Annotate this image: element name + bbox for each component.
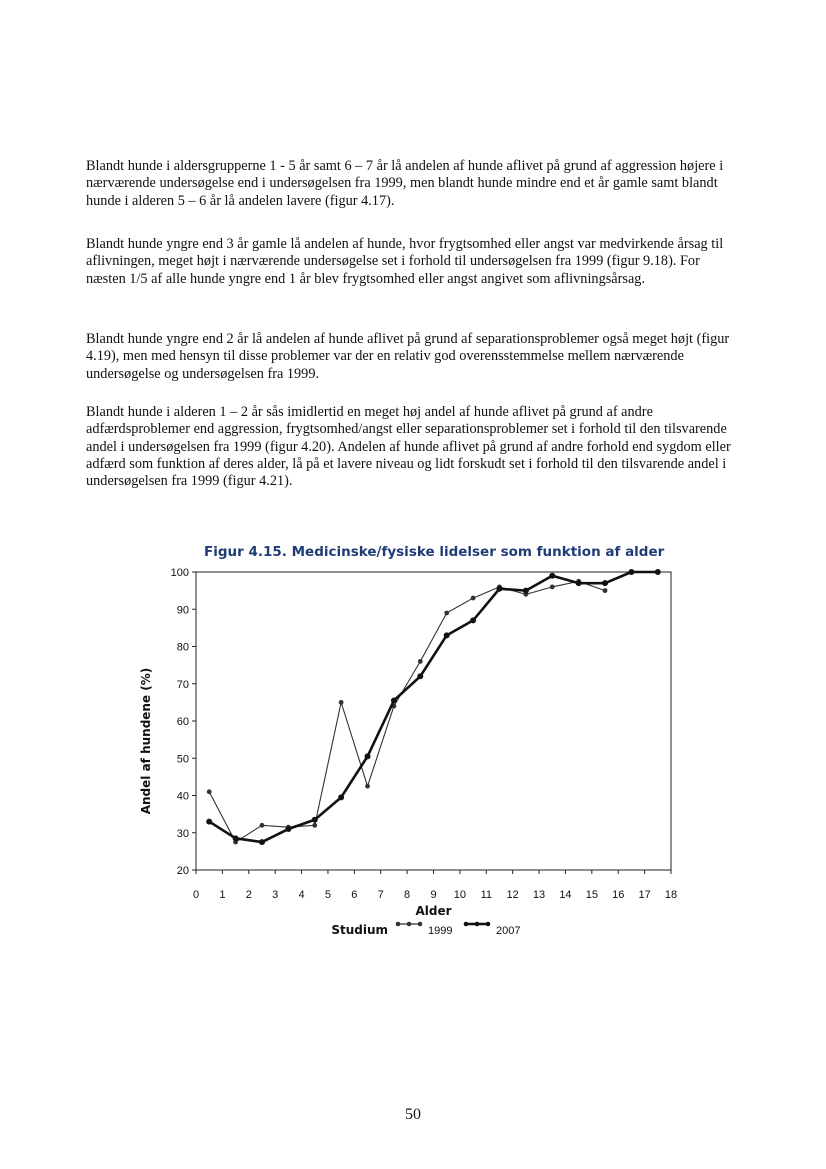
data-point-2007 bbox=[602, 580, 608, 586]
data-point-1999 bbox=[365, 784, 370, 789]
data-point-1999 bbox=[312, 823, 317, 828]
legend-entry-2007: 2007 bbox=[496, 925, 521, 937]
x-tick-label: 13 bbox=[532, 889, 546, 901]
data-point-2007 bbox=[285, 826, 291, 832]
data-point-2007 bbox=[365, 753, 371, 759]
x-tick-label: 17 bbox=[638, 889, 651, 901]
page-number: 50 bbox=[405, 1106, 421, 1123]
y-tick-label: 40 bbox=[176, 790, 189, 803]
x-tick-label: 4 bbox=[298, 889, 305, 901]
data-point-2007 bbox=[523, 588, 529, 594]
x-tick-label: 6 bbox=[351, 889, 358, 901]
data-point-1999 bbox=[550, 585, 555, 590]
paragraph-separation: Blandt hunde yngre end 2 år lå andelen af hunde aflivet på grund af separationsproblemer også meget højt (figur 4.19), men med hensyn til disse problemer var der en relativ god overensstemmelse mellem nærværende undersøgelse og undersøgelsen fra 1999. bbox=[86, 331, 730, 382]
y-tick-label: 80 bbox=[176, 641, 189, 654]
y-tick-label: 60 bbox=[176, 716, 189, 728]
y-tick-label: 90 bbox=[176, 604, 189, 617]
x-tick-label: 18 bbox=[664, 889, 678, 901]
legend-swatch-point bbox=[486, 922, 491, 927]
legend-title: Studium bbox=[331, 923, 388, 937]
y-tick-label: 100 bbox=[170, 567, 189, 579]
legend-swatch-point bbox=[418, 922, 423, 927]
data-point-2007 bbox=[417, 673, 423, 679]
x-tick-label: 0 bbox=[192, 889, 200, 901]
data-point-2007 bbox=[470, 617, 476, 623]
data-point-2007 bbox=[549, 573, 555, 579]
chart-series bbox=[206, 569, 661, 845]
x-tick-label: 2 bbox=[245, 889, 252, 901]
y-tick-label: 50 bbox=[176, 753, 189, 766]
data-point-1999 bbox=[471, 596, 476, 601]
data-point-2007 bbox=[655, 569, 661, 575]
data-point-2007 bbox=[628, 569, 634, 575]
y-tick-label: 70 bbox=[176, 678, 189, 691]
data-point-1999 bbox=[207, 789, 212, 794]
series-line-1999 bbox=[209, 581, 605, 842]
x-tick-label: 5 bbox=[324, 889, 332, 901]
data-point-1999 bbox=[418, 659, 423, 664]
data-point-2007 bbox=[312, 817, 318, 823]
data-point-2007 bbox=[259, 839, 265, 845]
x-tick-label: 12 bbox=[506, 889, 519, 901]
y-tick-label: 30 bbox=[176, 827, 189, 840]
y-axis-label: Andel af hundene (%) bbox=[139, 667, 153, 815]
data-point-2007 bbox=[233, 835, 239, 841]
x-axis-label: Alder bbox=[415, 904, 452, 918]
data-point-2007 bbox=[206, 819, 212, 825]
x-tick-label: 8 bbox=[404, 889, 411, 901]
paragraph-fear-anxiety: Blandt hunde yngre end 3 år gamle lå andelen af hunde, hvor frygtsomhed eller angst var medvirkende årsag til aflivningen, meget højt i nærværende undersøgelse set i forhold til undersøgelsen fra 1999 (figur 9.18). For næsten 1/5 af alle hunde yngre end 1 år blev frygtsomhed eller angst angivet som aflivningsårsag. bbox=[86, 236, 724, 287]
age-line-chart bbox=[130, 562, 690, 962]
data-point-1999 bbox=[444, 611, 449, 616]
data-point-1999 bbox=[339, 700, 344, 705]
chart-axes bbox=[139, 567, 677, 918]
legend-swatch-point bbox=[475, 922, 480, 927]
x-tick-label: 16 bbox=[612, 889, 625, 901]
paragraph-other-behavior: Blandt hunde i alderen 1 – 2 år sås imidlertid en meget høj andel af hunde aflivet på grund af andre adfærdsproblemer end aggression, frygtsomhed/angst eller separationsproblemer set i forhold til den tilsvarende andel i undersøgelsen fra 1999 (figur 4.20). Andelen af hunde aflivet på grund af andre forhold end sygdom eller adfærd som funktion af deres alder, lå på et lavere niveau og lidt forskudt set i forhold til den tilsvarende andel i undersøgelsen fra 1999 (figur 4.21). bbox=[86, 404, 731, 490]
x-tick-label: 15 bbox=[585, 889, 598, 901]
data-point-1999 bbox=[603, 588, 608, 593]
x-tick-label: 14 bbox=[559, 889, 572, 901]
y-tick-label: 20 bbox=[176, 865, 189, 877]
data-point-2007 bbox=[338, 794, 344, 800]
data-point-1999 bbox=[260, 823, 265, 828]
legend-swatch-point bbox=[396, 922, 401, 927]
x-tick-label: 3 bbox=[272, 889, 279, 901]
data-point-2007 bbox=[496, 586, 502, 592]
x-tick-label: 1 bbox=[219, 889, 226, 901]
chart-legend bbox=[331, 922, 520, 937]
legend-swatch-point bbox=[464, 922, 469, 927]
x-tick-label: 11 bbox=[480, 889, 492, 901]
figure-title: Figur 4.15. Medicinske/fysiske lidelser som funktion af alder bbox=[204, 544, 665, 560]
series-line-2007 bbox=[209, 572, 658, 842]
data-point-2007 bbox=[444, 632, 450, 638]
data-point-2007 bbox=[576, 580, 582, 586]
x-tick-label: 10 bbox=[453, 889, 467, 901]
x-tick-label: 9 bbox=[430, 889, 437, 901]
legend-swatch-point bbox=[407, 922, 412, 927]
legend-entry-1999: 1999 bbox=[428, 925, 453, 937]
paragraph-aggression: Blandt hunde i aldersgrupperne 1 - 5 år samt 6 – 7 år lå andelen af hunde aflivet på grund af aggression højere i nærværende undersøgelse end i undersøgelsen fra 1999, men blandt hunde mindre end et år gamle samt blandt hunde i alderen 5 – 6 år lå andelen lavere (figur 4.17). bbox=[86, 158, 724, 209]
x-tick-label: 7 bbox=[377, 889, 384, 901]
data-point-2007 bbox=[391, 698, 397, 704]
